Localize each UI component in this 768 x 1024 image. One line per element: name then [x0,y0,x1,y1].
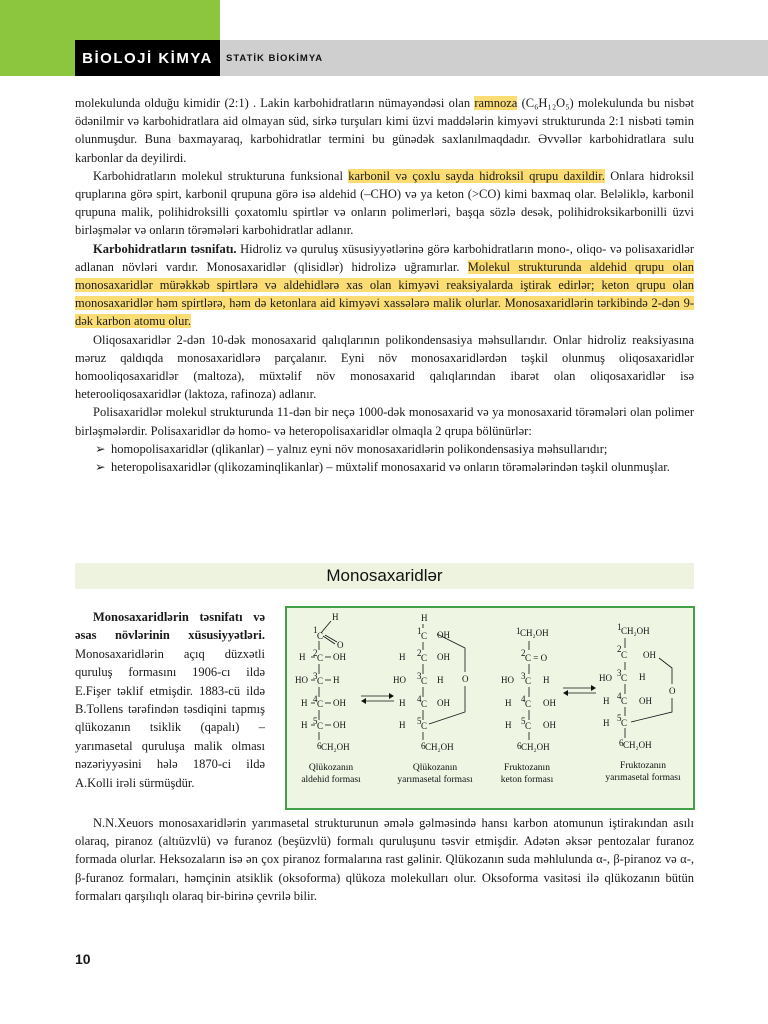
left-column-text: Monosaxaridlərin təsnifatı və əsas növlərinin xüsusiyyətləri. Monosaxaridlərin açıq düzxətli quruluş formasını 1906-cı ildə E.Fişer təklif etmişdir. 1883-cü ildə B.Tollens tərəfindən təsdiqini tapmış qlükozanın tsiklik (qapalı) – yarımasetal quruluşa malik olması nəzəriyyəsini hələ 1870-ci ildə A.Kolli irəli sürmüşdür. [75,610,265,790]
atom-label: C [421,653,428,663]
carbon-number: 6 [619,738,624,748]
atom-label: H [301,698,308,708]
carbon-number: 3 [617,668,622,678]
atom-label: CH₂OH [520,628,549,638]
atom-label: C [621,696,628,706]
atom-label: OH [333,698,346,708]
atom-label: OH [333,652,346,662]
list-item: ➢ heteropolisaxaridlər (qlikozaminqlikanlar) – müxtəlif monosaxarid və onların törəmələrindən təşkil olunmuşlar. [75,458,694,476]
atom-label: H [399,698,406,708]
diagram-captions [301,761,681,785]
atom-label: C [317,699,324,709]
paragraph-1: molekulunda olduğu kimidir (2:1) . Lakin karbohidratların nümayəndəsi olan ramnoza (C₆H₁₂O₅) molekulunda bu nisbət ödənilmir və karbohidratlara aid olmayan süd, sirkə turşuları kimi üzvi maddələrin kimyəvi strukturunda 2:1 nisbəti təmin olunmuşdur. Buna baxmayaraq, karbohidratlar termini bu günədək saxlanılmaqdadır. Əvvəllər karbohidratlara sulu karbonlar da deyilirdi. [75,96,695,165]
section-title: Monosaxaridlər [75,563,694,589]
atom-label: OH [437,698,450,708]
atom-label: H [505,698,512,708]
atom-label: C [525,676,532,686]
carbon-number: 4 [313,694,318,704]
atom-label: C [317,631,324,641]
atom-label: H [603,696,610,706]
atom-label: OH [543,720,556,730]
carbon-number: 1 [313,625,318,635]
atom-label: H [332,612,339,622]
atom-label: HO [501,675,514,685]
atom-label: CH₂OH [521,742,550,752]
structure-diagram [285,606,695,810]
paragraph-5: Polisaxaridlər molekul strukturunda 11-dən bir neçə 1000-dək monosaxarid və ya monosaxarid törəmələri olan polimer birləşmələrdir. Polisaxaridlər də homo- və heteropolisaxaridlər olmaqla 2 qrupa bölünürlər: [75,405,694,438]
carbon-number: 4 [617,691,622,701]
caption-line: Qlükozanın [412,763,458,773]
bullet-list [75,440,694,476]
atom-label: C [317,721,324,731]
structure-diagram-svg [287,608,693,808]
carbon-number: 5 [521,716,526,726]
book-title: BİOLOJİ KİMYA [75,40,220,76]
highlight-ramnoza: ramnoza [474,96,518,110]
atom-label: OH [437,652,450,662]
highlight-monosaxarid: Molekul strukturunda aldehid qrupu olan monosaxaridlər mürəkkəb spirtlərə və aldehidlərə xas olan kimyəvi reaksiyalarda iştirak edirlər; keton qrupu olan monosaxaridlər həm spirtlərə, həm də ketonlara aid kimyəvi xassələrə malik olurlar. Monosaxaridlərin tərkibində 2-dən 9-dək karbon atomu olur. [75,259,694,329]
atom-label: H [301,720,308,730]
atom-label: CH₂OH [621,626,650,636]
carbon-number: 2 [617,644,622,654]
atom-label: O [669,686,676,696]
carbon-number: 1 [417,626,422,636]
caption-line: Qlükozanın [308,763,354,773]
atom-label: OH [437,630,450,640]
carbon-number: 6 [317,741,322,751]
carbon-number: 3 [417,671,422,681]
atom-label: H [437,675,444,685]
caption-line: Fruktozanın [504,763,550,773]
atom-label: C [421,676,428,686]
atom-label: CH₂OH [321,742,350,752]
atom-label: H [603,718,610,728]
list-item: ➢ homopolisaxaridlər (qlikanlar) – yalnız eyni növ monosaxaridlərin polikondensasiya məhsullarıdır; [75,440,694,458]
atom-label: HO [599,673,612,683]
atom-label: C [525,721,532,731]
paragraph-4: Oliqosaxaridlər 2-dən 10-dək monosaxarid qalıqlarının polikondensasiya məhsullarıdır. Onlar hidroliz reaksiyasına məruz qaldıqda monosaxaridlərə parçalanır. Eyni növ monosaxaridlərdən təşkil olunmuş oliqosaxaridlər homooliqosaxaridlər (maltoza), müxtəlif növ monosaxarid qalıqlarından ibarət olan oliqosaxaridlər isə heterooliqosaxaridlər (laktoza, rafinoza) adlanır. [75,332,694,402]
carbon-number: 2 [417,648,422,658]
atom-label: H [299,652,306,662]
atom-label: OH [543,698,556,708]
atom-label: OH [639,696,652,706]
arrow-bullet-icon: ➢ [95,460,106,475]
paragraph-3: Karbohidratların təsnifatı. Hidroliz və quruluş xüsusiyyətlərinə görə karbohidratların mono-, oliqo- və polisaxaridlər adlanan növləri vardır. Monosaxaridlər (qlisidlər) hidrolizə uğramırlar. Molekul strukturunda aldehid qrupu olan monosaxaridlər mürəkkəb spirtlərə və aldehidlərə xas olan kimyəvi reaksiyalarda iştirak edirlər; keton qrupu olan monosaxaridlər həm spirtlərə, həm də ketonlara aid kimyəvi xassələrə malik olurlar. Monosaxaridlərin tərkibində 2-dən 9-dək karbon atomu olur. [75,241,694,329]
main-text-bottom [75,814,694,905]
atom-label: H [543,675,550,685]
atom-label: C [621,718,628,728]
fructose-hemiacetal-structure [599,622,676,750]
atom-label: H [421,613,428,623]
caption-line: Fruktozanın [620,761,666,771]
carbon-number: 5 [417,716,422,726]
carbon-number: 4 [417,694,422,704]
atom-label: CH₂OH [425,742,454,752]
atom-label: O [462,674,469,684]
caption-line: yarımasetal forması [605,773,681,783]
carbon-number: 3 [313,671,318,681]
paragraph-6: N.N.Xeuors monosaxaridlərin yarımasetal strukturunun əmələ gəlməsində hansı karbon atomunun iştirakından asılı olaraq, piranoz (altıüzvlü) və furanoz (beşüzvlü) formalı quruluşunu təsvir etmişdir. Adətən əksər pentozalar furanoz formada olurlar. Heksozaların isə ən çox piranoz formalarına rast gəlinir. Qlükozanın suda məhlulunda α-, β-piranoz və α-, β-furanoz formaları, həmçinin atsiklik (oksoforma) qlükoza molekulları olur. Oksoforma vasitəsi ilə qlükozanın bütün formaları qarşılıqlı olaraq bir-birinə çevrilə bilir. [75,816,694,903]
page-number: 10 [75,951,91,967]
atom-label: C [621,673,628,683]
caption-line: yarımasetal forması [397,775,473,785]
caption-line: aldehid forması [301,775,361,785]
carbon-number: 2 [521,648,526,658]
atom-label: C [317,676,324,686]
carbon-number: 4 [521,694,526,704]
atom-label: H [333,675,340,685]
main-text-top [75,94,694,476]
carbon-number: 1 [617,622,622,632]
atom-label: H [399,652,406,662]
atom-label: C [421,631,428,641]
atom-label: H [639,672,646,682]
atom-label: HO [295,675,308,685]
glucose-hemiacetal-structure [393,613,469,752]
arrow-bullet-icon: ➢ [95,441,106,456]
atom-label: C [421,699,428,709]
fructose-keto-structure [501,626,556,752]
atom-label: O [337,640,344,650]
caption-line: keton forması [500,775,554,785]
carbon-number: 2 [313,648,318,658]
atom-label: H [399,720,406,730]
atom-label: HO [393,675,406,685]
highlight-karbonil: karbonil və çoxlu sayda hidroksil qrupu daxildir. [348,168,605,183]
carbon-number: 3 [521,671,526,681]
arrow-2 [563,685,596,696]
glucose-aldehyde-structure [295,612,350,752]
arrow-1 [361,693,394,704]
chapter-subtitle: STATİK BİOKİMYA [226,52,324,64]
atom-label: CH₂OH [623,740,652,750]
atom-label: C [317,653,324,663]
carbon-number: 1 [516,626,521,636]
atom-label: OH [333,720,346,730]
atom-label: C = O [525,653,548,663]
carbon-number: 6 [421,741,426,751]
carbon-number: 6 [517,741,522,751]
atom-label: OH [643,650,656,660]
atom-label: C [421,721,428,731]
atom-label: C [621,650,628,660]
carbon-number: 5 [313,716,318,726]
atom-label: C [525,699,532,709]
carbon-number: 5 [617,713,622,723]
paragraph-2: Karbohidratların molekul strukturuna funksional karbonil və çoxlu sayda hidroksil qrupu daxildir. Onlara hidroksil qruplarına görə spirt, karbonil qrupuna görə isə aldehid (–CHO) və ya keton (>CO) kimi baxmaq olar. Beləliklə, karbonil qrupuna malik, polihidroksilli çoxatomlu spirtlər və onların polimerləri, başqa sözlə desək, polihidroksikarbonilli üzvi birləşmələr və onların törəmələri karbohidratlar adlanır. [75,168,694,238]
atom-label: H [505,720,512,730]
